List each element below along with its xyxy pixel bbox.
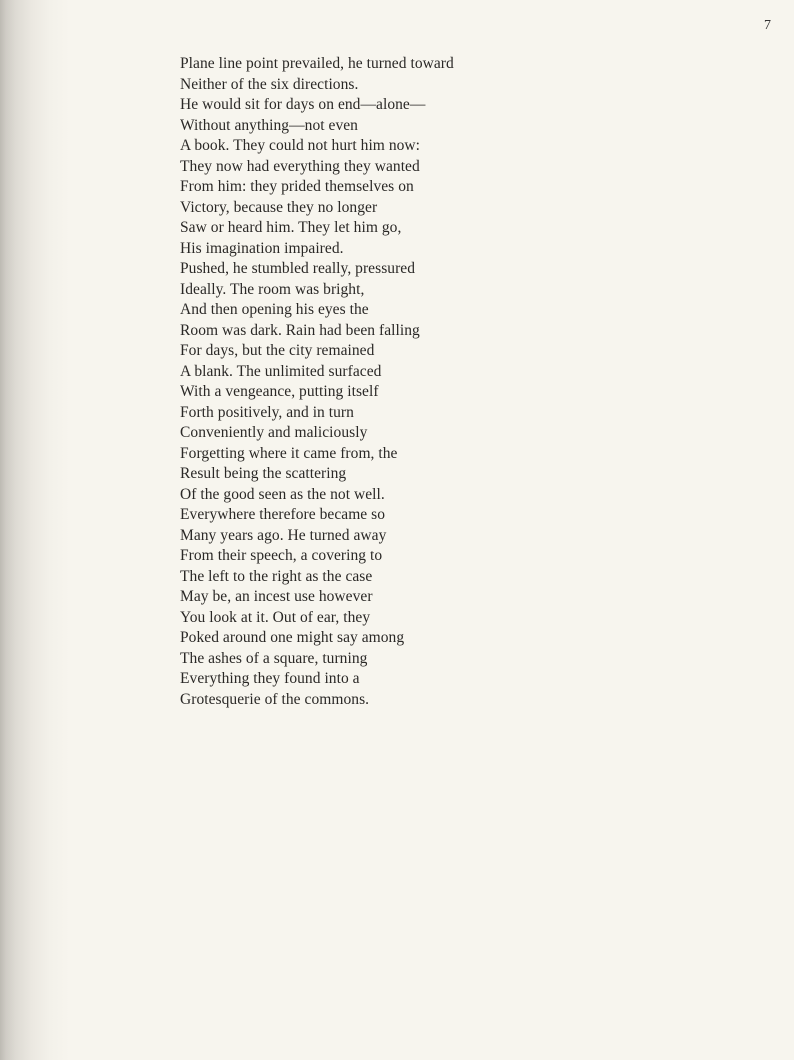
poem-line: From their speech, a covering to — [180, 547, 383, 564]
poem-line: With a vengeance, putting itself — [180, 383, 379, 400]
poem-line: Many years ago. He turned away — [180, 526, 387, 544]
poem-line: Poked around one might say among — [180, 629, 405, 646]
poem-line: May be, an incest use however — [180, 588, 373, 605]
poem-line: Saw or heard him. They let him go, — [180, 219, 402, 236]
poem-line: Plane line point prevailed, he turned toward — [180, 55, 454, 72]
poem-text — [180, 54, 620, 710]
binding-gutter-shadow — [0, 0, 70, 1060]
poem-line: Of the good seen as the not well. — [180, 485, 385, 503]
poem-line: A book. They could not hurt him now: — [180, 137, 421, 154]
poem-line: The left to the right as the case — [180, 567, 373, 585]
poem-line: Without anything—not even — [180, 116, 358, 134]
poem-line: Everywhere therefore became so — [180, 506, 386, 523]
poem-line: Pushed, he stumbled really, pressured — [180, 260, 416, 277]
poem-line: From him: they prided themselves on — [180, 178, 414, 195]
poem-line: Ideally. The room was bright, — [180, 280, 365, 298]
poem-line: And then opening his eyes the — [180, 301, 369, 318]
poem-line: They now had everything they wanted — [180, 157, 420, 175]
poem-line: The ashes of a square, turning — [180, 649, 368, 667]
poem-line: Victory, because they no longer — [180, 198, 378, 216]
poem-line: Result being the scattering — [180, 465, 347, 482]
poem-line: His imagination impaired. — [180, 239, 344, 257]
poem-line: Forth positively, and in turn — [180, 403, 354, 421]
poem-line: You look at it. Out of ear, they — [180, 608, 371, 626]
poem-line: He would sit for days on end—alone— — [180, 96, 426, 113]
poem-line: Conveniently and maliciously — [180, 424, 368, 441]
poem-line: A blank. The unlimited surfaced — [180, 362, 382, 380]
page-number: 7 — [764, 18, 771, 33]
poem-line: For days, but the city remained — [180, 342, 375, 359]
poem-line: Neither of the six directions. — [180, 75, 359, 93]
poem-line: Room was dark. Rain had been falling — [180, 321, 420, 339]
poem-line: Everything they found into a — [180, 670, 360, 687]
poem-line: Forgetting where it came from, the — [180, 444, 398, 462]
poem-line: Grotesquerie of the commons. — [180, 690, 370, 708]
